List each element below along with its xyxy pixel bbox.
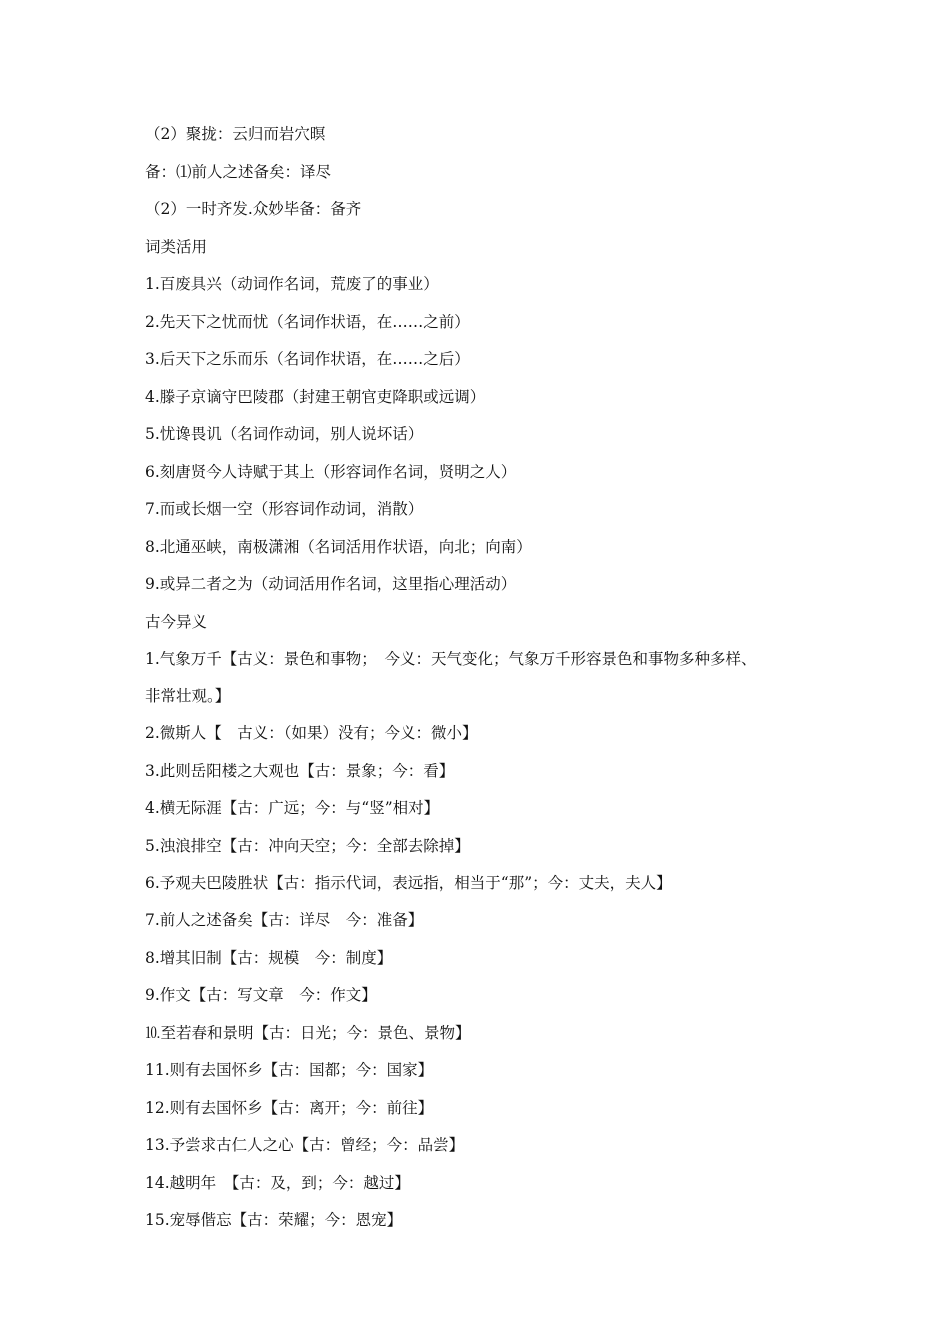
text-line: 5.浊浪排空【古：冲向天空；今：全部去除掉】 (145, 837, 470, 855)
text-line: 1.百废具兴（动词作名词，荒废了的事业） (145, 275, 439, 293)
text-line: 6.刻唐贤今人诗赋于其上（形容词作名词，贤明之人） (145, 463, 517, 481)
text-line: （2）一时齐发.众妙毕备：备齐 (145, 200, 362, 218)
text-line: （2）聚拢：云归而岩穴暝 (145, 125, 326, 143)
text-line: 8.增其旧制【古：规模 今：制度】 (145, 949, 393, 967)
text-line: 1.气象万千【古义：景色和事物； 今义：天气变化；气象万千形容景色和事物多种多样、 (145, 650, 757, 668)
text-line: 15.宠辱偕忘【古：荣耀；今：恩宠】 (145, 1211, 403, 1229)
text-line: 9.或异二者之为（动词活用作名词，这里指心理活动） (145, 575, 517, 593)
text-line: 3.后天下之乐而乐（名词作状语，在……之后） (145, 350, 470, 368)
text-line: 4.滕子京谪守巴陵郡（封建王朝官吏降职或远调） (145, 388, 486, 406)
text-line: 8.北通巫峡，南极潇湘（名词活用作状语，向北；向南） (145, 538, 532, 556)
text-line: 7.而或长烟一空（形容词作动词，消散） (145, 500, 424, 518)
text-line: 非常壮观。】 (145, 687, 231, 705)
text-line: 12.则有去国怀乡【古：离开；今：前往】 (145, 1099, 434, 1117)
text-line: 5.忧谗畏讥（名词作动词，别人说坏话） (145, 425, 424, 443)
text-line: 3.此则岳阳楼之大观也【古：景象；今：看】 (145, 762, 455, 780)
text-line: 4.横无际涯【古：广远；今：与“竖”相对】 (145, 799, 440, 817)
text-line: 6.予观夫巴陵胜状【古：指示代词，表远指，相当于“那”；今：丈夫，夫人】 (145, 874, 672, 892)
text-line: 9.作文【古：写文章 今：作文】 (145, 986, 377, 1004)
section-heading: 古今异义 (145, 613, 208, 631)
section-heading: 词类活用 (145, 238, 208, 256)
text-line: 7.前人之述备矣【古：详尽 今：准备】 (145, 911, 424, 929)
text-line: 14.越明年 【古：及，到；今：越过】 (145, 1174, 410, 1192)
text-line: 11.则有去国怀乡【古：国都；今：国家】 (145, 1061, 434, 1079)
text-line: 2.微斯人【 古义：（如果）没有；今义：微小】 (145, 724, 478, 742)
text-line: 13.予尝求古仁人之心【古：曾经；今：品尝】 (145, 1136, 465, 1154)
text-line: ⒑至若春和景明【古：日光；今：景色、景物】 (145, 1024, 471, 1042)
text-line: 2.先天下之忧而忧（名词作状语，在……之前） (145, 313, 470, 331)
text-line: 备：⑴前人之述备矣：译尽 (145, 163, 332, 181)
